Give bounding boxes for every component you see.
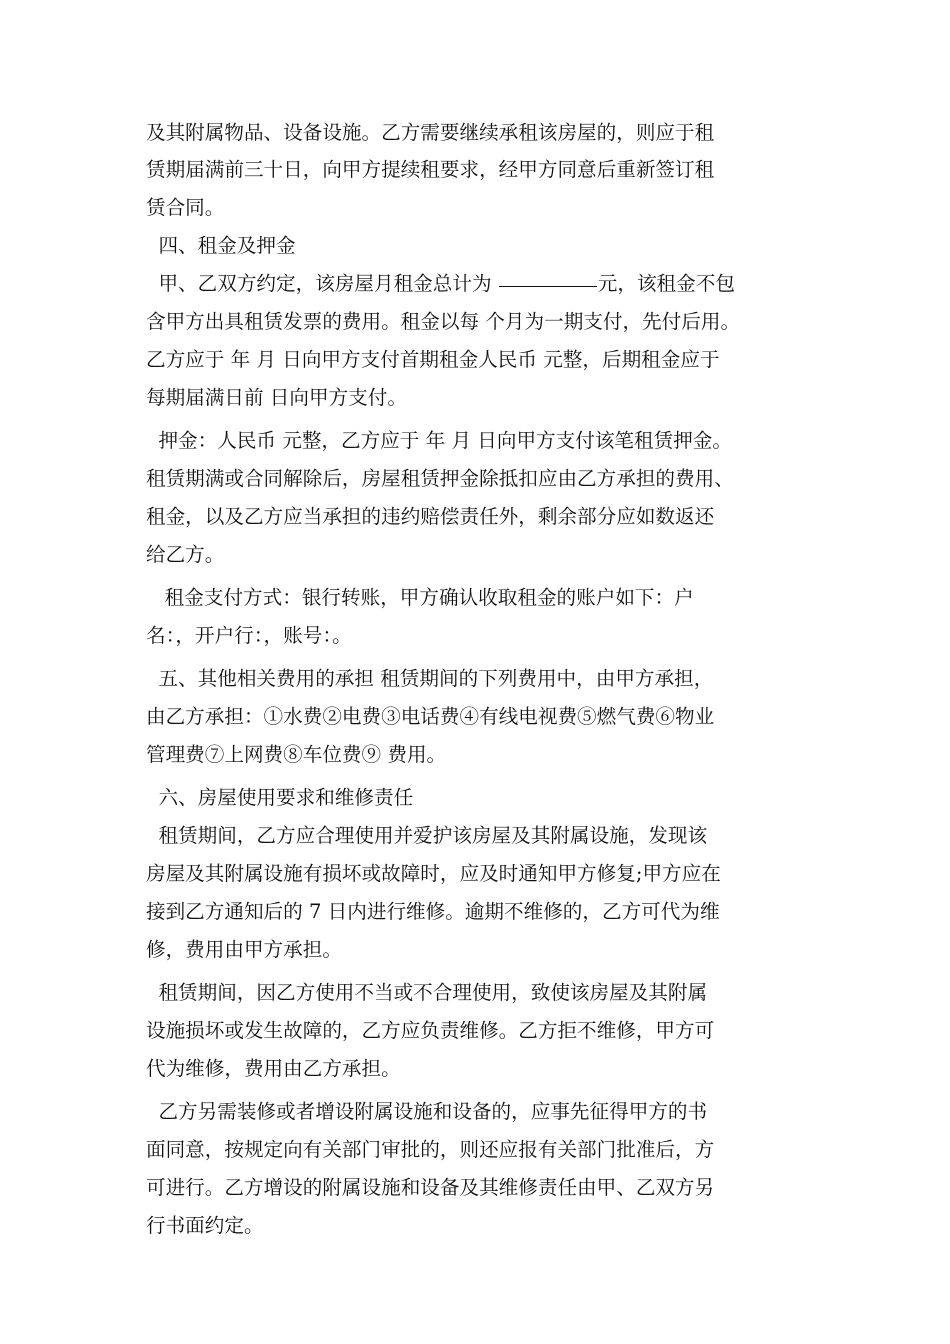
document-body (146, 114, 816, 1245)
paragraph-line: 租金支付方式：银行转账，甲方确认收取租金的账户如下：户 (146, 586, 694, 609)
paragraph-line: 修，费用由甲方承担。 (146, 938, 342, 961)
paragraph-line: 代为维修，费用由乙方承担。 (146, 1057, 401, 1080)
rent-amount-blank (499, 285, 597, 287)
paragraph-line: 乙方另需装修或者增设附属设施和设备的，应事先征得甲方的书 (146, 1100, 708, 1123)
paragraph-line: 含甲方出具租赁发票的费用。租金以每 个月为一期支付，先付后用。 (146, 310, 741, 333)
paragraph-line: 每期届满日前 日向甲方支付。 (146, 386, 407, 409)
section-heading-rent-deposit: 四、租金及押金 (146, 234, 296, 257)
paragraph-line (146, 265, 816, 303)
rent-amount-suffix: 元，该租金不包 (597, 272, 735, 295)
paragraph-line: 名：，开户行：，账号：。 (146, 624, 352, 647)
paragraph-line: 押金：人民币 元整，乙方应于 年 月 日向甲方支付该笔租赁押金。 (146, 429, 732, 452)
paragraph-line: 房屋及其附属设施有损坏或故障时，应及时通知甲方修复;甲方应在 (146, 862, 721, 885)
paragraph-line: 给乙方。 (146, 543, 225, 566)
paragraph-line: 赁合同。 (146, 196, 225, 219)
paragraph-line: 租赁期满或合同解除后，房屋租赁押金除抵扣应由乙方承担的费用、 (146, 467, 734, 490)
paragraph-line: 租赁期间，乙方应合理使用并爱护该房屋及其附属设施，发现该 (146, 824, 708, 847)
paragraph-line: 管理费⑦上网费⑧车位费⑨ 费用。 (146, 743, 447, 766)
paragraph-line: 行书面约定。 (146, 1214, 264, 1237)
rent-amount-prefix: 甲、乙双方约定，该房屋月租金总计为 (146, 272, 498, 295)
paragraph-line: 租赁期间，因乙方使用不当或不合理使用，致使该房屋及其附属 (146, 981, 708, 1004)
paragraph-line: 租金，以及乙方应当承担的违约赔偿责任外，剩余部分应如数返还 (146, 505, 715, 528)
paragraph-line: 乙方应于 年 月 日向甲方支付首期租金人民币 元整，后期租金应于 (146, 348, 720, 371)
section-heading-usage-maintenance: 六、房屋使用要求和维修责任 (146, 786, 414, 809)
paragraph-line: 及其附属物品、设备设施。乙方需要继续承租该房屋的，则应于租 (146, 121, 715, 144)
paragraph-line: 面同意，按规定向有关部门审批的，则还应报有关部门批准后，方 (146, 1138, 715, 1161)
paragraph-line: 由乙方承担：①水费②电费③电话费④有线电视费⑤燃气费⑥物业 (146, 705, 715, 728)
paragraph-line: 接到乙方通知后的 7 日内进行维修。逾期不维修的，乙方可代为维 (146, 900, 720, 923)
paragraph-line: 设施损坏或发生故障的，乙方应负责维修。乙方拒不维修，甲方可 (146, 1019, 715, 1042)
paragraph-line: 五、其他相关费用的承担 租赁期间的下列费用中，由甲方承担， (146, 667, 714, 690)
paragraph-line: 赁期届满前三十日，向甲方提续租要求，经甲方同意后重新签订租 (146, 158, 715, 181)
paragraph-line: 可进行。乙方增设的附属设施和设备及其维修责任由甲、乙双方另 (146, 1176, 715, 1199)
